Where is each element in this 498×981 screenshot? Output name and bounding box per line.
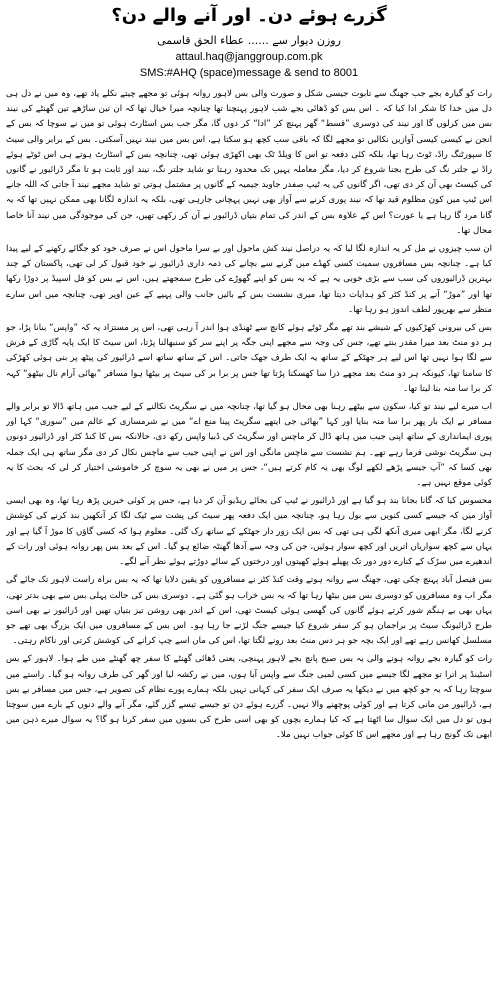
sms-contact-line: SMS:#AHQ (space)message & send to 8001	[139, 67, 359, 79]
body-paragraph: محسوس کیا کہ گانا بجانا بند ہو گیا ہے اور ڈرائیور نے ٹیپ کی بجائے ریڈیو آن کر دیا ہے، جس پر کوئی خبریں پڑھ رہا تھا، وہ بھی ایسی آواز میں کہ جیسے کسی کنویں سے بول رہا ہو، چنانچہ میں ایک دفعہ پھر سیٹ کی پشت سے ٹیک لگا کر آنکھیں بند کرنے کی کوشش کرنے لگا، مگر ابھی میری آنکھ لگی ہی تھی کہ بس ایک زور دار جھٹکے کے ساتھ رک گئی۔ معلوم ہوا کہ کسی گاؤں کا موڑ آ گیا ہے اور یہاں سے کچھ سواریاں اتریں اور کچھ سوار ہوئیں، جن کی وجہ سے آدھا گھنٹہ ضائع ہو گیا۔ اس کے بعد بس پھر روانہ ہوئی اور رات کے اندھیرے میں سڑک کے کنارے دور دور تک پھیلے ہوئے کھیتوں اور درختوں کے سائے دوڑتے ہوئے نظر آنے لگے۔	[6, 496, 492, 568]
body-paragraph: بس فیصل آباد پہنچ چکی تھی، جھنگ سے روانہ ہوتے وقت کنڈ کٹر نے مسافروں کو یقین دلایا تھا کہ یہ بس براہ راست لاہور تک جائے گی مگر اب وہ مسافروں کو دوسری بس میں بیٹھا رہا تھا کہ یہ بس خراب ہو گئی ہے۔ دوسری بس کی حالت پہلی بس سے بھی بدتر تھی، یہاں بھی بے ہنگم شور کرتے ہوئے گانوں کی گھسی ہوئی کیسٹ تھی، اس کے اندر بھی روشن تیز بتیاں تھیں اور ڈرائیور نے بھی اسی طرح ڈرائیونگ سیٹ پر براجمان ہو کر سفر شروع کیا جیسے جنگ لڑنے جا رہا ہو۔ اس بس کے مسافروں میں ایک بزرگ بھی تھے جو مسلسل کھانس رہے تھے اور ایک بچہ جو ہر دس منٹ بعد رونے لگتا تھا، اس کی ماں اسے چپ کرانے کی کوشش کرتی اور ناکام رہتی۔	[6, 575, 492, 647]
author-email: attaul.haq@janggroup.com.pk	[175, 51, 323, 63]
body-paragraph: اب میرے لیے نیند تو کیا، سکون سے بیٹھے رہنا بھی محال ہو گیا تھا، چنانچہ میں نے سگریٹ نکالنے کے لیے جیب میں ہاتھ ڈالا تو برابر والے مسافر نے ایک بار پھر برا سا منہ بنایا اور کہا ”بھائی جی ایتھے سگریٹ پینا منع اے“ میں نے شرمساری کے عالم میں ”سوری“ کہا اور پوری ایمانداری کے ساتھ اپنی جیب میں ہاتھ ڈال کر ماچس اور سگریٹ کی ڈبیا واپس رکھ دی، حالانکہ بس کا کنڈ کٹر اور ڈرائیور دونوں ہی سگریٹ نوشی فرما رہے تھے۔ ہم نشست سے ماچس مانگی اور اس نے اپنی جیب سے ماچس نکال کر دی مگر ساتھ ہی ایک جملہ بھی کسا کہ ”آپ جیسے پڑھے لکھے لوگ بھی یہ کام کرتے ہیں“، جس پر میں نے بھی یہ سوچ کر خاموشی اختیار کر لی کہ بحث کا یہ کوئی موقع نہیں ہے۔	[6, 402, 492, 489]
body-paragraph: رات کو گیارہ بجے جب جھنگ سے تابوت جیسی شکل و صورت والی بس لاہور روانہ ہوئی تو مجھے چیتے نکلے یاد تھے، وہ میں نے دل ہی دل میں خدا کا شکر ادا کیا کہ ۔ اس بس کو ڈھائی بجے شب لاہور پہنچنا تھا چنانچہ میرا خیال تھا کہ ان تین ساڑھے تین گھنٹے کی نیند بس میں کرلوں گا اور نیند کی دوسری ”قسط“ گھر پہنچ کر ”ادا“ کر دوں گا، مگر جب بس اسٹارٹ ہوئی تو میں نے سوچا کہ بس کے انجن نے کیسی کیسی آوازیں نکالیں تو مجھے لگا کہ باقی سب کچھ ہو سکتا ہے، اس بس میں نیند نہیں آسکتی۔ بس کے برابر والی سیٹ کا سپورٹنگ راڈ، ٹوٹ رہا تھا، بلکہ کئی دفعہ تو اس کا ویلڈ ٹک بھی اکھڑی ہوئی تھی، چنانچہ بس کے اسٹارٹ ہوتے ہی اس ٹوٹے ہوئے راڈ نے جلتر نگ کی طرح بجنا شروع کر دیا، مگر معاملہ یہیں تک محدود رہتا تو شاید جلتر نگ، نیند اور ثابت ہو تا مگر ڈرائیور نے گانوں کی کیسٹ بھی آن کر دی تھی، اگر گانوں کی یہ ٹیپ صفدر جاوید جیمیہ کے گانوں پر مشتمل ہوتی تو شاید مجھے نیند آ جاتی کہ اللہ جانے اس ٹیپ میں کون مظلوم قید تھا کہ نیند پوری کرنے سے آواز بھی نہیں پہچانی جارہی تھی، بلکہ یہ اندازہ لگانا بھی ممکن نہیں تھا کہ یہ گانا مرد گا رہا ہے یا عورت؟ اس کے علاوہ بس کے اندر کی تمام بتیاں ڈرائیور نے آن کر رکھی تھیں، جن کی موجودگی میں نیند آنا خاصا محال تھا۔	[6, 89, 492, 236]
body-paragraph: رات کو گیارہ بجے روانہ ہونے والی یہ بس صبح پانچ بجے لاہور پہنچی، یعنی ڈھائی گھنٹے کا سفر چھ گھنٹے میں طے ہوا۔ لاہور کے بس اسٹینڈ پر اترا تو مجھے لگا جیسے میں کسی لمبی جنگ سے واپس آیا ہوں، میں نے رکشہ لیا اور گھر کی طرف روانہ ہو گیا۔ راستے میں سوچتا رہا کہ یہ جو کچھ میں نے دیکھا یہ صرف ایک سفر کی کہانی نہیں بلکہ ہمارے پورے نظام کی تصویر ہے، جس میں مسافر بے بس ہے، ڈرائیور من مانی کرتا ہے اور کوئی پوچھنے والا نہیں۔ گزرے ہوئے دن تو جیسے تیسے گزر گئے، مگر آنے والے دنوں کے بارے میں سوچتا ہوں تو دل میں ایک سوال سا اٹھتا ہے کہ کیا ہمارے بچوں کو بھی اسی طرح کی بسوں میں سفر کرنا ہو گا؟ یہ سوال میرے ذہن میں ابھی تک گونج رہا ہے اور مجھے اس کا کوئی جواب نہیں ملا۔	[6, 654, 492, 741]
column-body	[6, 87, 492, 980]
body-paragraph: ان سب چیزوں نے مل کر یہ اندازہ لگا لیا کہ یہ دراصل نیند کش ماحول اور بے سرا ماحول اس نے صرف خود کو جگائے رکھنے کے لیے پیدا کیا ہے۔ چنانچہ بس مسافروں سمیت کسی کھڈے میں گرنے سے بچانے کی ذمہ داری ڈرائیور نے خود قبول کر لی تھی، پاکستان کے چند بہترین ڈرائیوروں کی سب سے بڑی خوبی یہ ہے کہ یہ بس کو اپنے گھوڑے کی طرح سمجھتے ہیں، اس نے بس کو فل اسپیڈ پر دوڑا رکھا تھا اور ”موڑ“ آنے پر کنڈ کٹر کو ہدایات دیتا تھا، میری نشست بس کے بائیں جانب والی پہیے کے عین اوپر تھی، چنانچہ میں اس سارے منظر سے بھرپور لطف اندوز ہو رہا تھا۔	[6, 244, 492, 315]
column-headline: گزرے ہوئے دن۔ اور آنے والے دن؟	[111, 5, 387, 26]
column-byline: روزن دیوار سے ...... عطاء الحق قاسمی	[157, 34, 341, 47]
body-paragraph: بس کی بیرونی کھڑکیوں کے شیشے بند تھے مگر ٹوٹے ہوئے کانچ سے ٹھنڈی ہوا اندر آ رہی تھی، اس پر مستزاد یہ کہ ”واپس“ بنانا پڑا، جو ہر دو منٹ بعد میرا مقدر بنتے تھے، جس کی وجہ سے مجھے اپنی جگہ پر اپنے سر کو سنبھالنا پڑتا، اس سیٹ کا ایک پایہ گاڑی کے فرش سے لگا ہوا نہیں تھا اس لیے ہر جھٹکے کے ساتھ یہ ایک طرف جھک جاتی۔ اس کے ساتھ ساتھ اسے ڈرائیور کی پیٹھ پر بنی ہوئی کھڑکی کا سامنا تھا، کیونکہ ہر دو منٹ بعد مجھے ذرا سا کھسکنا پڑتا تھا جس پر برا بر کی سیٹ پر بیٹھا ہوا مسافر ”بھائی آرام نال بیٹھو“ کہہ کر برا سا منہ بنا لیتا تھا۔	[6, 323, 492, 394]
